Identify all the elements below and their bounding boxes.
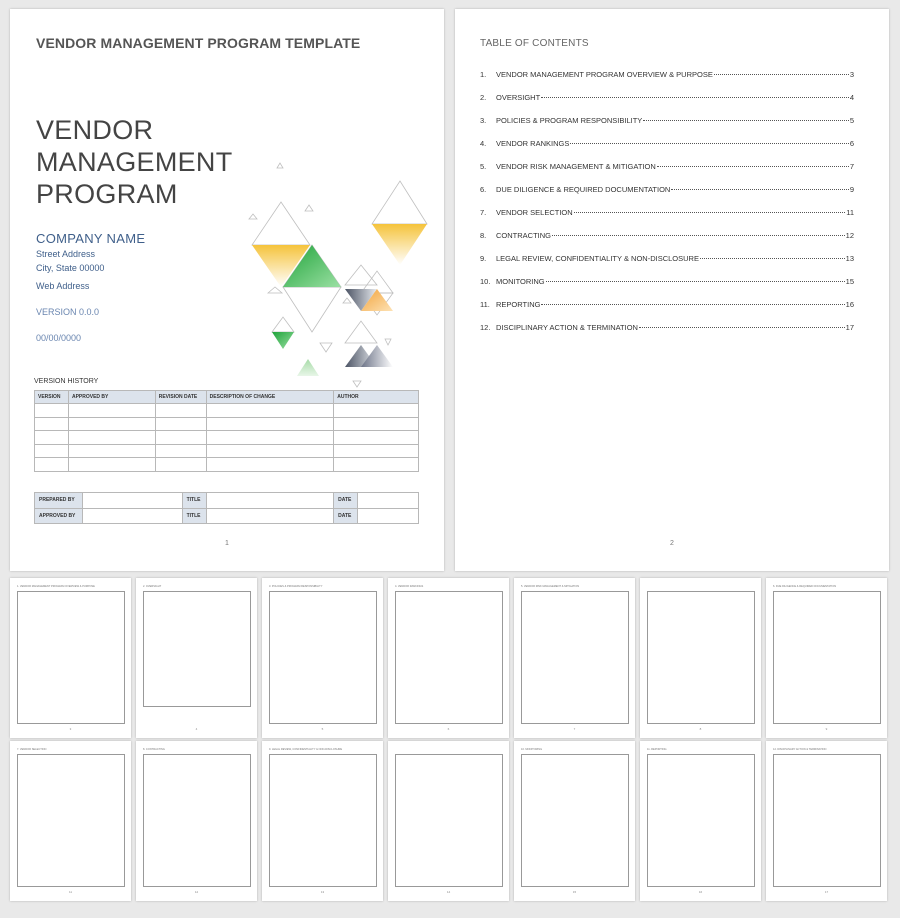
toc-leader-dots [574, 212, 846, 213]
toc-entry-text: DUE DILIGENCE & REQUIRED DOCUMENTATION [496, 185, 671, 194]
thumbnail-content-frame [647, 591, 755, 724]
thumbnail-content-frame [773, 591, 881, 724]
page-thumbnail[interactable] [388, 578, 509, 738]
page-thumbnail[interactable] [262, 741, 383, 901]
toc-entry[interactable] [480, 162, 854, 185]
toc-entry-text: VENDOR RISK MANAGEMENT & MITIGATION [496, 162, 656, 171]
toc-entry-page: 15 [845, 277, 854, 286]
toc-entry[interactable] [480, 185, 854, 208]
page-thumbnail[interactable] [262, 578, 383, 738]
approved-title-label: TITLE [182, 508, 206, 524]
thumbnail-page-number: 17 [824, 890, 829, 894]
signoff-table [34, 492, 419, 524]
version-number: VERSION 0.0.0 [36, 307, 100, 317]
thumbnail-page-number: 3 [69, 727, 72, 731]
table-cell[interactable] [206, 404, 334, 418]
page-thumbnail[interactable] [388, 741, 509, 901]
toc-entry[interactable] [480, 254, 854, 277]
toc-leader-dots [714, 74, 849, 75]
toc-entry[interactable] [480, 208, 854, 231]
toc-entry-page: 7 [849, 162, 854, 171]
thumbnail-content-frame [269, 591, 377, 724]
table-cell[interactable] [35, 431, 69, 445]
toc-entry[interactable] [480, 300, 854, 323]
toc-entry-page: 4 [849, 93, 854, 102]
table-cell[interactable] [35, 458, 69, 472]
toc-entry-number: 2. [480, 93, 487, 102]
table-cell[interactable] [334, 404, 419, 418]
thumbnail-content-frame [17, 754, 125, 887]
toc-entry-text: OVERSIGHT [496, 93, 541, 102]
prepared-title-field[interactable] [206, 493, 334, 509]
column-header-author: AUTHOR [334, 391, 419, 404]
page-number: 1 [225, 540, 229, 547]
table-cell[interactable] [68, 431, 155, 445]
thumbnail-section-label: 11. REPORTING [647, 748, 667, 751]
thumbnail-page-number: 5 [321, 727, 324, 731]
cover-date: 00/00/0000 [36, 333, 82, 343]
toc-entry-page: 13 [845, 254, 854, 263]
toc-leader-dots [671, 189, 849, 190]
company-block [36, 231, 145, 274]
toc-entry-page: 3 [849, 70, 854, 79]
toc-entry-page: 16 [845, 300, 854, 309]
city-state: City, State 00000 [36, 263, 105, 273]
web-address: Web Address [36, 281, 90, 291]
document-title-line-1: VENDOR MANAGEMENT [36, 115, 233, 177]
page-thumbnail[interactable] [640, 578, 761, 738]
table-cell[interactable] [334, 417, 419, 431]
table-cell[interactable] [155, 458, 206, 472]
toc-leader-dots [643, 120, 849, 121]
table-cell[interactable] [334, 458, 419, 472]
toc-entry-text: REPORTING [496, 300, 541, 309]
thumbnail-content-frame [17, 591, 125, 724]
page-thumbnail[interactable] [514, 578, 635, 738]
table-cell[interactable] [35, 404, 69, 418]
toc-entry-text: POLICIES & PROGRAM RESPONSIBILITY [496, 116, 643, 125]
thumbnail-section-label: 10. MONITORING [521, 748, 543, 751]
column-header-description: DESCRIPTION OF CHANGE [206, 391, 334, 404]
table-cell[interactable] [68, 458, 155, 472]
prepared-by-row [35, 493, 419, 509]
page-thumbnail[interactable] [10, 578, 131, 738]
prepared-by-field[interactable] [82, 493, 182, 509]
thumbnail-content-frame [395, 754, 503, 887]
table-row [35, 444, 419, 458]
thumbnail-page-number: 16 [698, 890, 703, 894]
table-row [35, 417, 419, 431]
page-number: 2 [670, 540, 674, 547]
thumbnail-content-frame [143, 754, 251, 887]
thumbnail-section-label: 3. POLICIES & PROGRAM RESPONSIBILITY [269, 585, 323, 588]
thumbnail-section-label: 9. LEGAL REVIEW, CONFIDENTIALITY & NON-DISCLOSURE [269, 748, 343, 751]
approved-date-field[interactable] [358, 508, 419, 524]
toc-entry-number: 4. [480, 139, 487, 148]
toc-entry-text: CONTRACTING [496, 231, 551, 240]
page-thumbnail[interactable] [514, 741, 635, 901]
thumbnail-content-frame [647, 754, 755, 887]
version-history-table [34, 390, 419, 472]
toc-entry[interactable] [480, 93, 854, 116]
toc-entry-page: 11 [846, 208, 854, 217]
page-thumbnail[interactable] [136, 741, 257, 901]
prepared-by-label: PREPARED BY [35, 493, 83, 509]
thumbnail-section-label: 1. VENDOR MANAGEMENT PROGRAM OVERVIEW & PURPOSE [17, 585, 95, 588]
prepared-date-label: DATE [334, 493, 358, 509]
toc-entry-text: LEGAL REVIEW, CONFIDENTIALITY & NON-DISCLOSURE [496, 254, 699, 263]
prepared-title-label: TITLE [182, 493, 206, 509]
thumbnail-page-number: 11 [68, 890, 73, 894]
approved-by-label: APPROVED BY [35, 508, 83, 524]
toc-entry-text: MONITORING [496, 277, 545, 286]
toc-leader-dots [546, 281, 845, 282]
thumbnail-content-frame [521, 754, 629, 887]
toc-entry-number: 9. [480, 254, 487, 263]
toc-entry-number: 3. [480, 116, 487, 125]
toc-entry[interactable] [480, 277, 854, 300]
toc-entry-text: VENDOR SELECTION [496, 208, 573, 217]
toc-entry-text: VENDOR MANAGEMENT PROGRAM OVERVIEW & PURPOSE [496, 70, 713, 79]
toc-title: TABLE OF CONTENTS [480, 38, 589, 49]
thumbnail-page-number: 8 [699, 727, 702, 731]
page-thumbnail[interactable] [136, 578, 257, 738]
toc-entry-number: 12. [480, 323, 491, 332]
thumbnail-section-label: 2. OVERSIGHT [143, 585, 162, 588]
table-cell[interactable] [35, 417, 69, 431]
toc-entry-page: 5 [849, 116, 854, 125]
table-cell[interactable] [68, 404, 155, 418]
table-cell[interactable] [155, 404, 206, 418]
toc-entry-page: 6 [849, 139, 854, 148]
toc-entry-number: 8. [480, 231, 487, 240]
cover-page [10, 9, 444, 571]
template-title: VENDOR MANAGEMENT PROGRAM TEMPLATE [36, 35, 361, 51]
page-thumbnail[interactable] [766, 578, 887, 738]
table-cell[interactable] [334, 431, 419, 445]
thumbnail-content-frame [773, 754, 881, 887]
thumbnail-section-label: 7. VENDOR SELECTION [17, 748, 47, 751]
column-header-approved-by: APPROVED BY [68, 391, 155, 404]
table-cell[interactable] [206, 417, 334, 431]
table-row [35, 431, 419, 445]
toc-entry-number: 1. [480, 70, 487, 79]
version-table-header-row [35, 391, 419, 404]
table-cell[interactable] [68, 444, 155, 458]
thumbnail-section-label: 4. VENDOR RANKINGS [395, 585, 424, 588]
thumbnail-content-frame [143, 591, 251, 707]
thumbnail-content-frame [269, 754, 377, 887]
thumbnail-section-label: 5. VENDOR RISK MANAGEMENT & MITIGATION [521, 585, 580, 588]
approved-by-field[interactable] [82, 508, 182, 524]
toc-entry-number: 11. [480, 300, 490, 309]
prepared-date-field[interactable] [358, 493, 419, 509]
toc-entry-page: 9 [849, 185, 854, 194]
thumbnail-page-number: 15 [572, 890, 577, 894]
toc-entry[interactable] [480, 116, 854, 139]
thumbnail-page-number: 13 [320, 890, 325, 894]
page-thumbnail[interactable] [10, 741, 131, 901]
approved-title-field[interactable] [206, 508, 334, 524]
table-cell[interactable] [206, 431, 334, 445]
page-thumbnail[interactable] [766, 741, 887, 901]
toc-entry-text: DISCIPLINARY ACTION & TERMINATION [496, 323, 638, 332]
thumbnail-section-label: 12. DISCIPLINARY ACTION & TERMINATION [773, 748, 827, 751]
column-header-version: VERSION [35, 391, 69, 404]
thumbnail-page-number: 9 [825, 727, 828, 731]
toc-list [480, 70, 854, 346]
thumbnail-content-frame [395, 591, 503, 724]
toc-leader-dots [639, 327, 845, 328]
table-cell[interactable] [206, 458, 334, 472]
toc-leader-dots [541, 97, 849, 98]
toc-entry-page: 17 [845, 323, 854, 332]
toc-entry-page: 12 [845, 231, 854, 240]
toc-leader-dots [657, 166, 849, 167]
table-row [35, 458, 419, 472]
toc-page [455, 9, 889, 571]
thumbnail-section-label: 8. CONTRACTING [143, 748, 165, 751]
table-cell[interactable] [155, 431, 206, 445]
thumbnail-page-number: 6 [447, 727, 450, 731]
thumbnail-content-frame [521, 591, 629, 724]
table-cell[interactable] [206, 444, 334, 458]
table-cell[interactable] [155, 444, 206, 458]
toc-leader-dots [570, 143, 848, 144]
toc-entry[interactable] [480, 139, 854, 162]
table-cell[interactable] [68, 417, 155, 431]
thumbnail-page-number: 4 [195, 727, 198, 731]
page-thumbnail[interactable] [640, 741, 761, 901]
table-cell[interactable] [35, 444, 69, 458]
toc-entry[interactable] [480, 231, 854, 254]
company-name: COMPANY NAME [36, 231, 146, 246]
thumbnail-page-number: 7 [573, 727, 576, 731]
approved-date-label: DATE [334, 508, 358, 524]
toc-entry-number: 10. [480, 277, 491, 286]
version-history-label: VERSION HISTORY [34, 378, 99, 385]
approved-by-row [35, 508, 419, 524]
table-row [35, 404, 419, 418]
toc-entry-text: VENDOR RANKINGS [496, 139, 570, 148]
toc-entry-number: 5. [480, 162, 487, 171]
toc-entry-number: 6. [480, 185, 487, 194]
toc-leader-dots [700, 258, 845, 259]
document-title-line-2: PROGRAM [36, 179, 178, 209]
toc-entry[interactable] [480, 323, 854, 346]
thumbnail-section-label: 6. DUE DILIGENCE & REQUIRED DOCUMENTATION [773, 585, 837, 588]
toc-entry-number: 7. [480, 208, 487, 217]
toc-entry[interactable] [480, 70, 854, 93]
decorative-triangles-graphic [235, 159, 435, 389]
toc-leader-dots [541, 304, 844, 305]
thumbnail-page-number: 12 [194, 890, 199, 894]
column-header-revision-date: REVISION DATE [155, 391, 206, 404]
street-address: Street Address [36, 249, 96, 259]
table-cell[interactable] [334, 444, 419, 458]
toc-leader-dots [552, 235, 845, 236]
thumbnail-page-number: 14 [446, 890, 451, 894]
table-cell[interactable] [155, 417, 206, 431]
